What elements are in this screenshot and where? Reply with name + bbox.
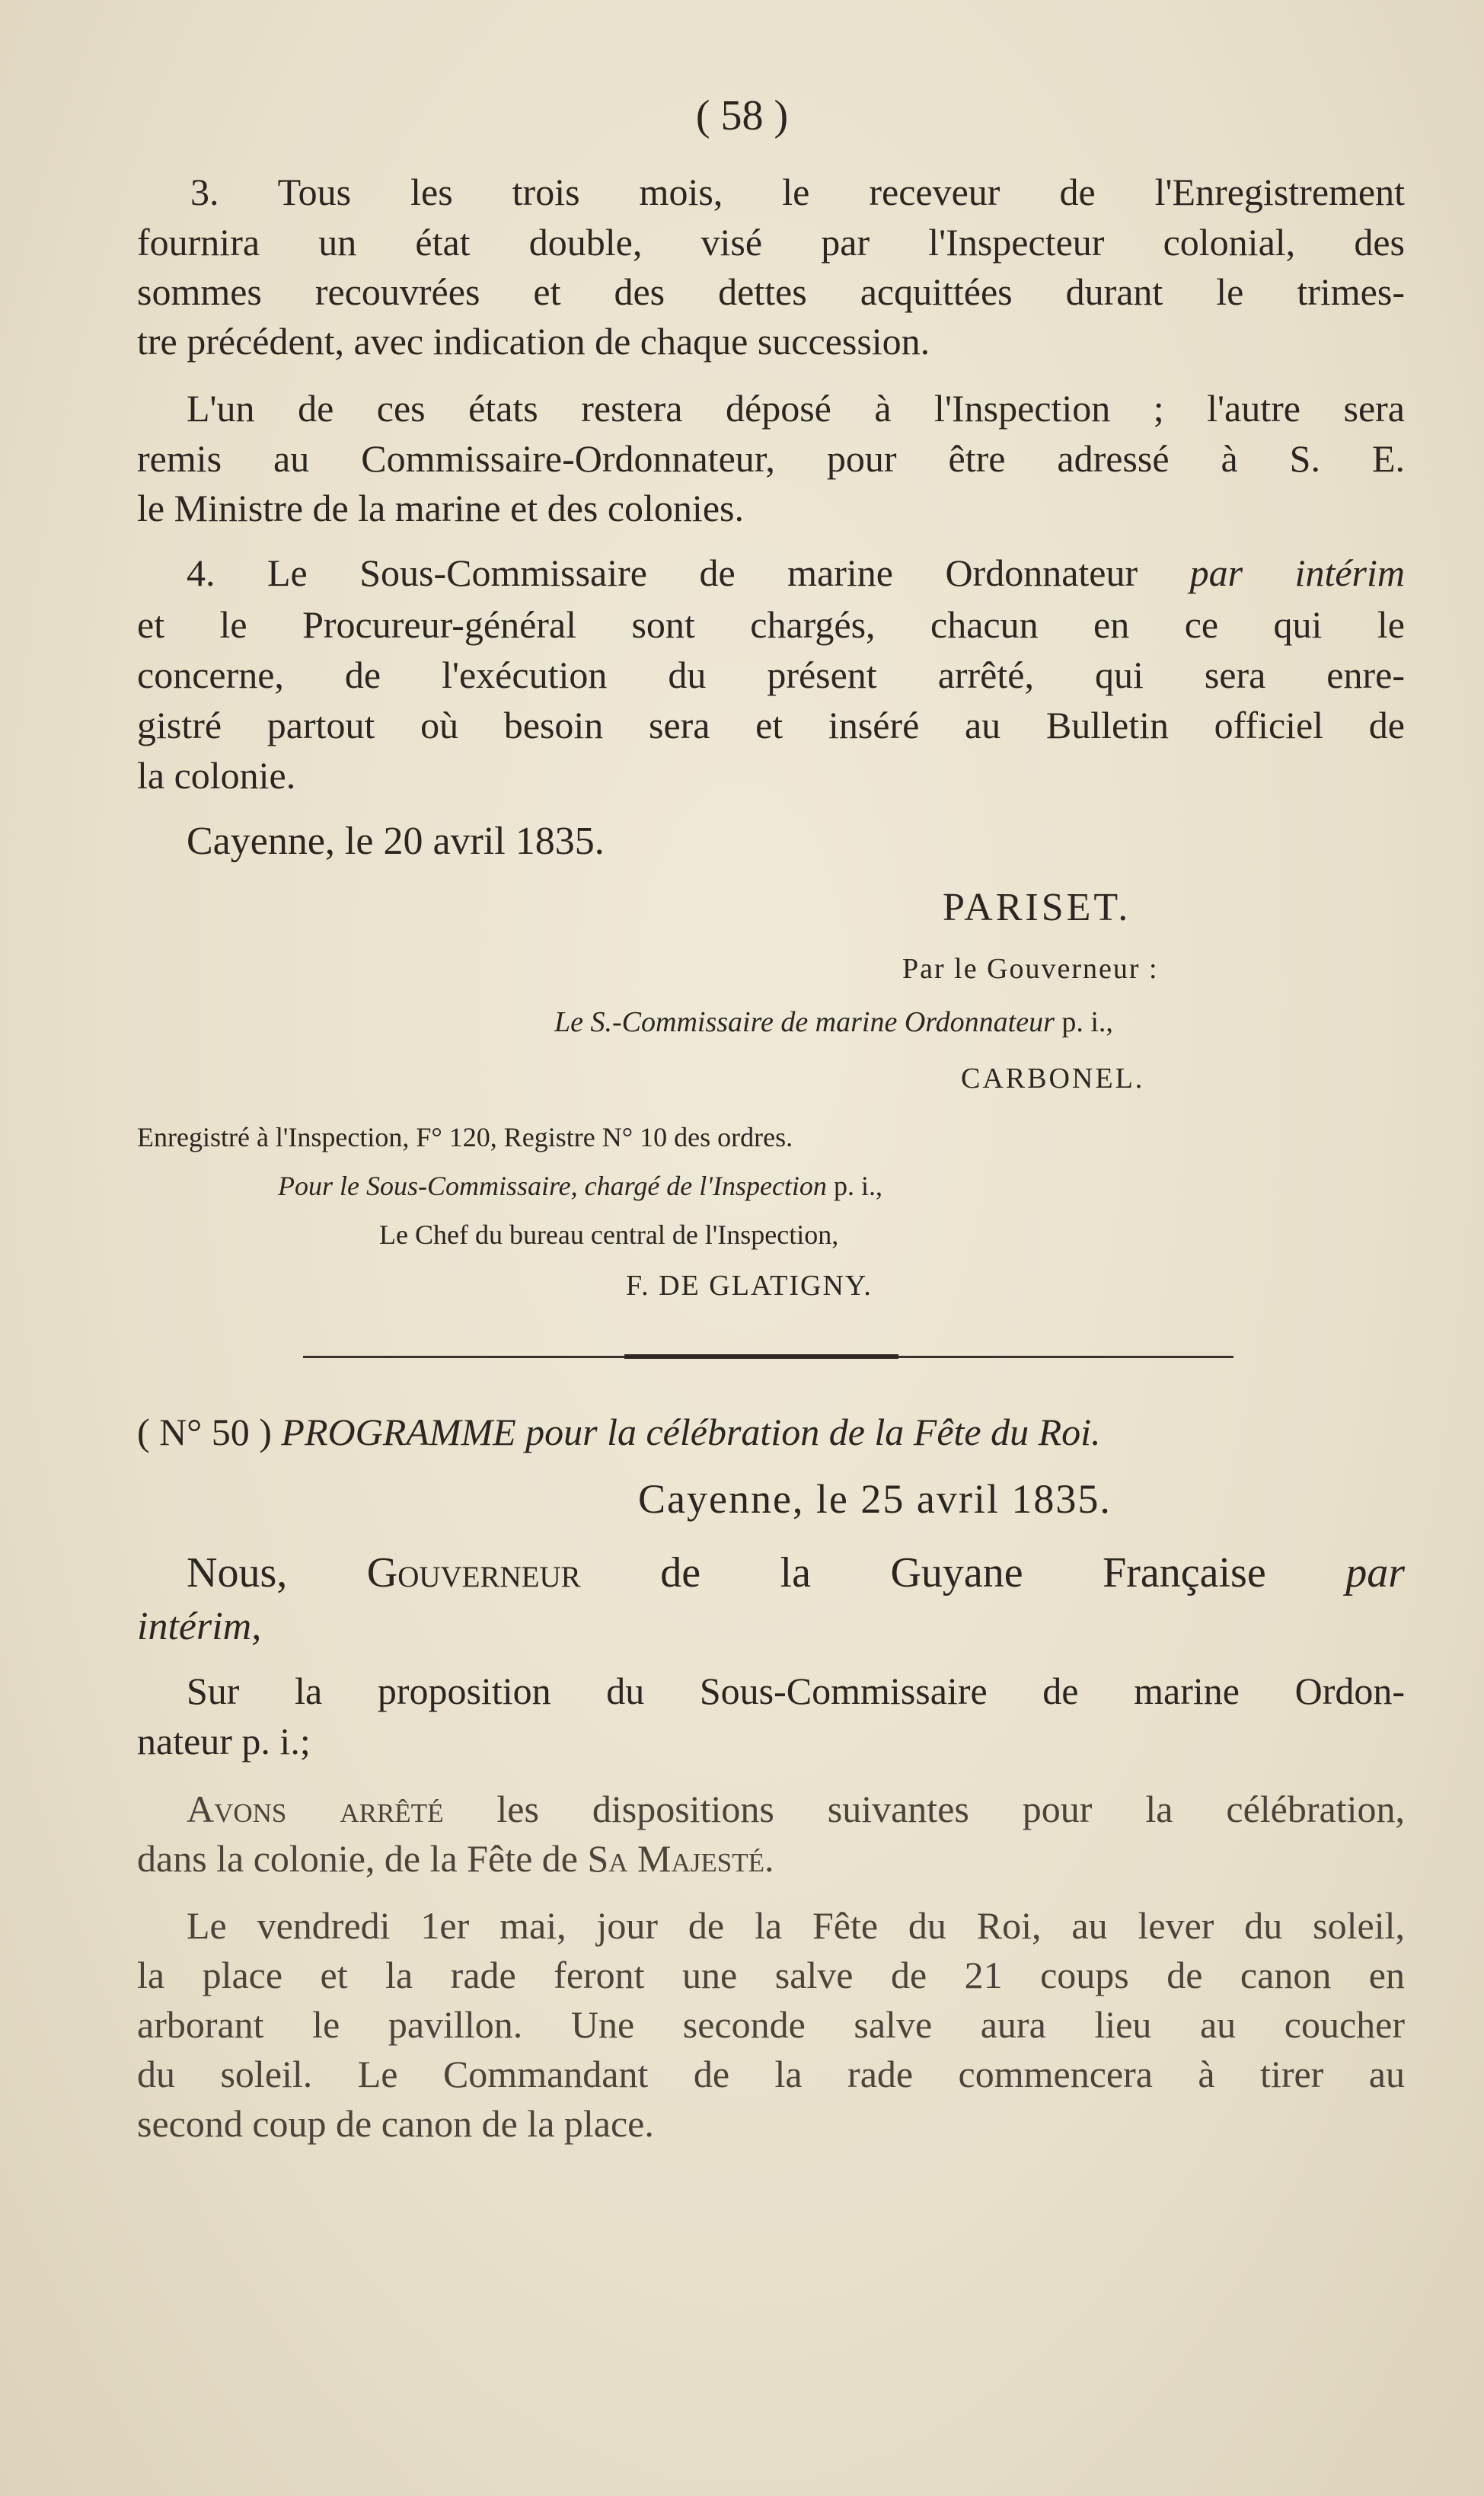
article-3-line-2: fournira un état double, visé par l'Inspecteur colonial, des [137,221,1405,264]
registration-line-2 [278,1168,882,1203]
gouverneur-smallcaps: Gouverneur [366,1549,581,1596]
par-le-gouverneur: Par le Gouverneur : [902,953,1159,985]
article-3-line-1: 3. Tous les trois mois, le receveur de l'Enregistrement [190,171,1405,213]
article-3-cont-line-2: remis au Commissaire-Ordonnateur, pour être adressé à S. E. [137,437,1405,480]
proposition-line-2: nateur p. i.; [137,1720,311,1763]
programme-heading [137,1409,1405,1455]
nous-text: Nous, [187,1549,367,1596]
article-4-line-3: concerne, de l'exécution du présent arrêté, qui sera enre- [137,654,1405,696]
commissaire-role-italic: Le S.-Commissaire de marine Ordonnateur [554,1006,1055,1038]
commissaire-role [554,1004,1113,1040]
article-4-line-5: la colonie. [137,754,296,797]
article-3-line-3: sommes recouvrées et des dettes acquittées durant le trimes- [137,270,1405,313]
section-divider-center [624,1354,898,1359]
par-interim-italic: par intérim [1189,551,1405,594]
commissaire-role-suffix: p. i., [1054,1006,1113,1038]
dans-line [137,1836,774,1881]
programme-title: PROGRAMME pour la célébration de la Fête du Roi. [281,1411,1101,1453]
article-4-line-4: gistré partout où besoin sera et inséré au Bulletin officiel de [137,704,1405,746]
nous-post-text: de la Guyane Française [580,1549,1346,1596]
date-line: Cayenne, le 20 avril 1835. [187,820,605,863]
interim-line: intérim, [137,1605,262,1648]
body-line-1: Le vendredi 1er mai, jour de la Fête du Roi, au lever du soleil, [187,1904,1405,1947]
article-3-cont-line-1: L'un de ces états restera déposé à l'Inspection ; l'autre sera [187,387,1405,430]
nous-line [187,1550,1405,1596]
article-3-cont-line-3: le Ministre de la marine et des colonies. [137,487,744,529]
registration-line-3: Le Chef du bureau central de l'Inspection, [379,1219,839,1250]
article-3-line-4: tre précédent, avec indication de chaque succession. [137,320,930,363]
proposition-line-1: Sur la proposition du Sous-Commissaire de marine Ordon- [187,1670,1405,1712]
avons-rest: les dispositions suivantes pour la célébration, [443,1788,1405,1830]
signature-pariset: PARISET. [943,886,1131,929]
article-4-line-2: et le Procureur-général sont chargés, chacun en ce qui le [137,603,1405,646]
article-4-line-1 [187,550,1405,596]
par-italic: par [1345,1549,1405,1596]
body-line-5: second coup de canon de la place. [137,2102,654,2145]
page-number: ( 58 ) [695,92,789,139]
signature-carbonel: CARBONEL. [961,1063,1145,1095]
registration-line-2-suffix: p. i., [826,1171,882,1201]
body-line-2: la place et la rade feront une salve de 21 coups de canon en [137,1954,1405,1996]
registration-line-1: Enregistré à l'Inspection, F° 120, Registre N° 10 des ordres. [137,1122,793,1152]
programme-number: ( N° 50 ) [137,1411,272,1453]
body-line-3: arborant le pavillon. Une seconde salve aura lieu au coucher [137,2003,1405,2046]
avons-line [187,1786,1405,1832]
dans-text: dans la colonie, de la Fête de [137,1837,588,1880]
sa-majeste-smallcaps: Sa Majesté. [587,1837,774,1880]
registration-line-2-italic: Pour le Sous-Commissaire, chargé de l'Inspection [278,1171,827,1201]
avons-arrete-smallcaps: Avons arrêté [187,1788,444,1830]
body-line-4: du soleil. Le Commandant de la rade commencera à tirer au [137,2053,1405,2095]
programme-date: Cayenne, le 25 avril 1835. [638,1476,1112,1522]
article-4-line-1-text: 4. Le Sous-Commissaire de marine Ordonnateur [187,551,1190,594]
signature-glatigny: F. DE GLATIGNY. [626,1270,873,1302]
